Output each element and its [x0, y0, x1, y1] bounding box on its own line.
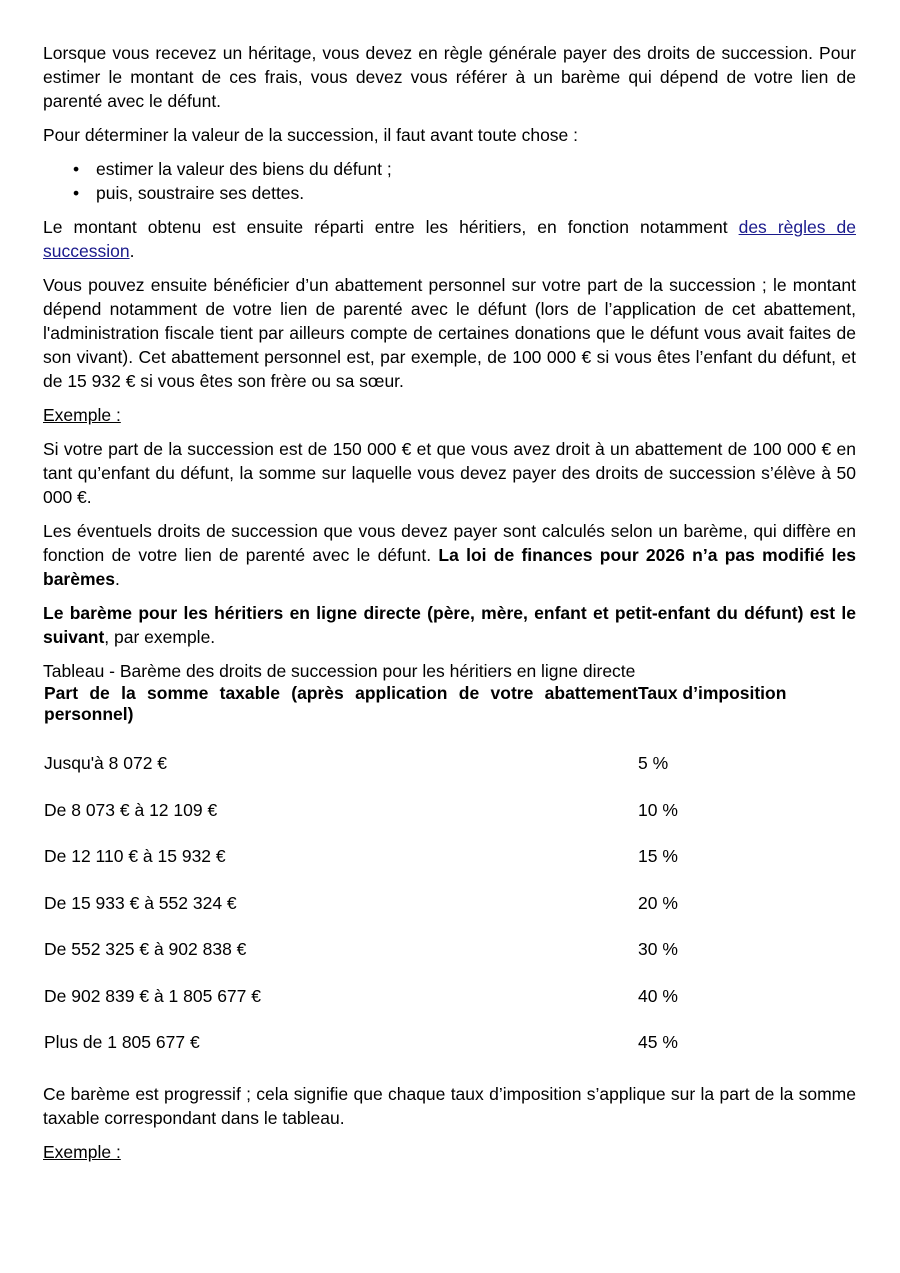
table-row [44, 889, 859, 936]
rate-cell: 10 % [638, 799, 678, 820]
distribution-text-end: . [129, 241, 135, 261]
bracket-cell: De 902 839 € à 1 805 677 € [44, 985, 261, 1006]
direct-line-bold: Le barème pour les héritiers en ligne directe (père, mère, enfant et petit-enfant du défunt) est le suivant [43, 603, 856, 647]
table-row [44, 796, 859, 843]
valuation-paragraph: Pour déterminer la valeur de la succession, il faut avant toute chose : [43, 125, 579, 145]
rate-cell: 20 % [638, 892, 678, 913]
table-row [44, 935, 859, 982]
direct-line-paragraph [43, 601, 856, 649]
tax-scale-table [44, 683, 859, 1075]
direct-line-after: , par exemple. [104, 627, 216, 647]
table-row [44, 982, 859, 1029]
progressive-paragraph: Ce barème est progressif ; cela signifie que chaque taux d’imposition s’applique sur la part de la somme taxable correspondant dans le tableau. [43, 1083, 856, 1128]
table-row [44, 749, 859, 796]
rate-cell: 45 % [638, 1032, 678, 1052]
bracket-cell: De 552 325 € à 902 838 € [44, 939, 247, 959]
list-item-text: puis, soustraire ses dettes. [96, 183, 305, 203]
table-row [44, 842, 859, 889]
bullet-icon: • [73, 159, 80, 179]
scale-intro-text: Les éventuels droits de succession que vous devez payer sont calculés selon un barème, qui diffère en fonction de votre lien de parenté avec le défunt. [43, 521, 856, 565]
list-item-text: estimer la valeur des biens du défunt ; [96, 159, 392, 179]
table-row [44, 1028, 859, 1075]
bullet-icon: • [73, 183, 80, 203]
list-item [43, 181, 856, 205]
allowance-paragraph: Vous pouvez ensuite bénéficier d’un abattement personnel sur votre part de la succession ; le montant dépend notamment de votre lien de parenté avec le défunt (lors de l’application de cet abattement, l'administration fiscale tient par ailleurs compte de certaines donations que le défunt vous avait faites de son vivant). Cet abattement personnel est, par exemple, de 100 000 € si vous êtes l’enfant du défunt, et de 15 932 € si vous êtes son frère ou sa sœur. [43, 275, 856, 391]
bracket-cell: De 15 933 € à 552 324 € [44, 892, 237, 913]
example-label-2: Exemple : [43, 1141, 121, 1162]
example-label: Exemple : [43, 405, 121, 425]
bracket-cell: De 12 110 € à 15 932 € [44, 846, 226, 866]
finance-law-note: La loi de finances pour 2026 n’a pas modifié les barèmes [43, 545, 856, 589]
intro-paragraph: Lorsque vous recevez un héritage, vous devez en règle générale payer des droits de succession. Pour estimer le montant de ces frais, vous devez vous référer à un barème qui dépend de votre lien de parenté avec le défunt. [43, 43, 856, 111]
bracket-cell: Plus de 1 805 677 € [44, 1032, 200, 1052]
example-paragraph: Si votre part de la succession est de 150 000 € et que vous avez droit à un abattement de 100 000 € en tant qu’enfant du défunt, la somme sur laquelle vous devez payer des droits de succession s’élève à 50 000 €. [43, 439, 856, 507]
bracket-cell: Jusqu'à 8 072 € [44, 753, 168, 773]
table-header-row [44, 683, 859, 749]
valuation-steps-list [43, 157, 856, 205]
document-page [43, 41, 856, 1174]
rate-cell: 15 % [638, 846, 678, 866]
scale-intro-end: . [115, 569, 120, 589]
header-taxable-share: Part de la somme taxable (après application de votre abattement personnel) [44, 683, 638, 724]
scale-intro-paragraph [43, 519, 856, 591]
succession-rules-link[interactable]: des règles de succession [43, 217, 856, 261]
rate-cell: 30 % [638, 939, 678, 959]
rate-cell: 40 % [638, 985, 678, 1006]
bracket-cell: De 8 073 € à 12 109 € [44, 799, 218, 820]
header-tax-rate: Taux d’imposition [638, 683, 787, 703]
distribution-paragraph [43, 215, 856, 263]
table-caption: Tableau - Barème des droits de succession pour les héritiers en ligne directe [43, 661, 636, 681]
distribution-text: Le montant obtenu est ensuite réparti entre les héritiers, en fonction notamment [43, 217, 739, 237]
rate-cell: 5 % [638, 753, 669, 773]
list-item [43, 157, 856, 181]
